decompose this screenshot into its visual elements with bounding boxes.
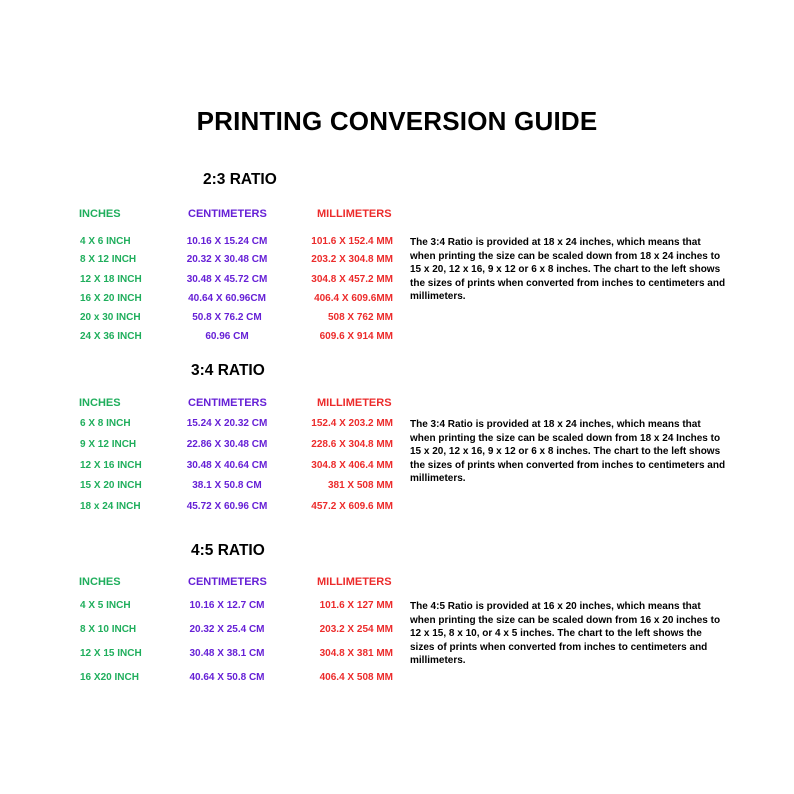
inches-cell: 16 X20 INCH: [80, 672, 139, 683]
inches-cell: 16 X 20 INCH: [80, 293, 142, 304]
centimeters-cell: 40.64 X 60.96CM: [188, 293, 266, 304]
centimeters-cell: 45.72 X 60.96 CM: [186, 501, 268, 512]
millimeters-cell: 304.8 X 381 MM: [319, 648, 393, 659]
column-header-centimeters: CENTIMETERS: [188, 397, 267, 409]
millimeters-cell: 406.4 X 508 MM: [319, 672, 393, 683]
centimeters-cell: 60.96 CM: [205, 331, 249, 342]
inches-cell: 18 x 24 INCH: [80, 501, 141, 512]
centimeters-cell: 30.48 X 40.64 CM: [186, 460, 268, 471]
column-header-centimeters: CENTIMETERS: [188, 208, 267, 220]
inches-cell: 9 X 12 INCH: [80, 439, 137, 450]
ratio-description: The 3:4 Ratio is provided at 18 x 24 inches, which means that when printing the size can be scaled down from 18 x 24 Inches to 15 x 20, 12 x 16, 9 x 12 or 6 x 8 inches. The chart to the left shows the sizes of prints when converted from inches to centimeters and millimeters.: [410, 419, 726, 484]
centimeters-cell: 30.48 X 38.1 CM: [189, 648, 265, 659]
table-row: [0, 331, 400, 345]
column-header-millimeters: MILLIMETERS: [317, 397, 392, 409]
centimeters-cell: 50.8 X 76.2 CM: [192, 312, 262, 323]
ratio-description: The 4:5 Ratio is provided at 16 x 20 inches, which means that when printing the size can be scaled down from 16 x 20 inches to 12 x 15, 8 x 10, or 4 x 5 inches. The chart to the left shows the sizes of prints when converted from inches to centimeters and millimeters.: [410, 601, 721, 666]
table-row: [0, 439, 400, 453]
inches-cell: 20 x 30 INCH: [80, 312, 141, 323]
table-row: [0, 600, 400, 614]
ratio-heading: 4:5 RATIO: [191, 542, 265, 559]
centimeters-cell: 10.16 X 12.7 CM: [189, 600, 265, 611]
millimeters-cell: 228.6 X 304.8 MM: [311, 439, 393, 450]
millimeters-cell: 101.6 X 127 MM: [319, 600, 393, 611]
inches-cell: 12 X 16 INCH: [80, 460, 142, 471]
table-row: [0, 293, 400, 307]
millimeters-cell: 609.6 X 914 MM: [319, 331, 393, 342]
inches-cell: 8 X 10 INCH: [80, 624, 137, 635]
table-row: [0, 624, 400, 638]
inches-cell: 6 X 8 INCH: [80, 418, 131, 429]
column-header-inches: INCHES: [79, 397, 121, 409]
millimeters-cell: 304.8 X 406.4 MM: [311, 460, 393, 471]
millimeters-cell: 101.6 X 152.4 MM: [311, 236, 393, 247]
column-header-inches: INCHES: [79, 576, 121, 588]
column-header-millimeters: MILLIMETERS: [317, 576, 392, 588]
millimeters-cell: 457.2 X 609.6 MM: [311, 501, 393, 512]
column-header-centimeters: CENTIMETERS: [188, 576, 267, 588]
table-row: [0, 480, 400, 494]
millimeters-cell: 203.2 X 254 MM: [319, 624, 393, 635]
table-row: [0, 274, 400, 288]
column-header-inches: INCHES: [79, 208, 121, 220]
centimeters-cell: 40.64 X 50.8 CM: [189, 672, 265, 683]
centimeters-cell: 10.16 X 15.24 CM: [186, 236, 268, 247]
centimeters-cell: 20.32 X 30.48 CM: [186, 254, 268, 265]
ratio-heading: 2:3 RATIO: [203, 171, 277, 188]
ratio-description: The 3:4 Ratio is provided at 18 x 24 inches, which means that when printing the size can be scaled down from 18 x 24 inches to 15 x 20, 12 x 16, 9 x 12 or 6 x 8 inches. The chart to the left shows the sizes of prints when converted from inches to centimeters and millimeters.: [410, 237, 726, 302]
table-row: [0, 312, 400, 326]
table-row: [0, 672, 400, 686]
millimeters-cell: 304.8 X 457.2 MM: [311, 274, 393, 285]
ratio-heading: 3:4 RATIO: [191, 362, 265, 379]
table-row: [0, 236, 400, 250]
centimeters-cell: 38.1 X 50.8 CM: [192, 480, 262, 491]
millimeters-cell: 152.4 X 203.2 MM: [311, 418, 393, 429]
centimeters-cell: 20.32 X 25.4 CM: [189, 624, 265, 635]
centimeters-cell: 30.48 X 45.72 CM: [186, 274, 268, 285]
column-header-millimeters: MILLIMETERS: [317, 208, 392, 220]
millimeters-cell: 203.2 X 304.8 MM: [311, 254, 393, 265]
inches-cell: 4 X 6 INCH: [80, 236, 131, 247]
inches-cell: 15 X 20 INCH: [80, 480, 142, 491]
millimeters-cell: 381 X 508 MM: [327, 480, 393, 491]
table-row: [0, 254, 400, 268]
table-row: [0, 648, 400, 662]
centimeters-cell: 15.24 X 20.32 CM: [186, 418, 268, 429]
table-row: [0, 418, 400, 432]
inches-cell: 12 X 15 INCH: [80, 648, 142, 659]
page-title: PRINTING CONVERSION GUIDE: [196, 106, 598, 136]
inches-cell: 12 X 18 INCH: [80, 274, 142, 285]
table-row: [0, 460, 400, 474]
millimeters-cell: 508 X 762 MM: [327, 312, 393, 323]
inches-cell: 24 X 36 INCH: [80, 331, 142, 342]
millimeters-cell: 406.4 X 609.6MM: [314, 293, 393, 304]
table-row: [0, 501, 400, 515]
centimeters-cell: 22.86 X 30.48 CM: [186, 439, 268, 450]
inches-cell: 8 X 12 INCH: [80, 254, 137, 265]
inches-cell: 4 X 5 INCH: [80, 600, 131, 611]
